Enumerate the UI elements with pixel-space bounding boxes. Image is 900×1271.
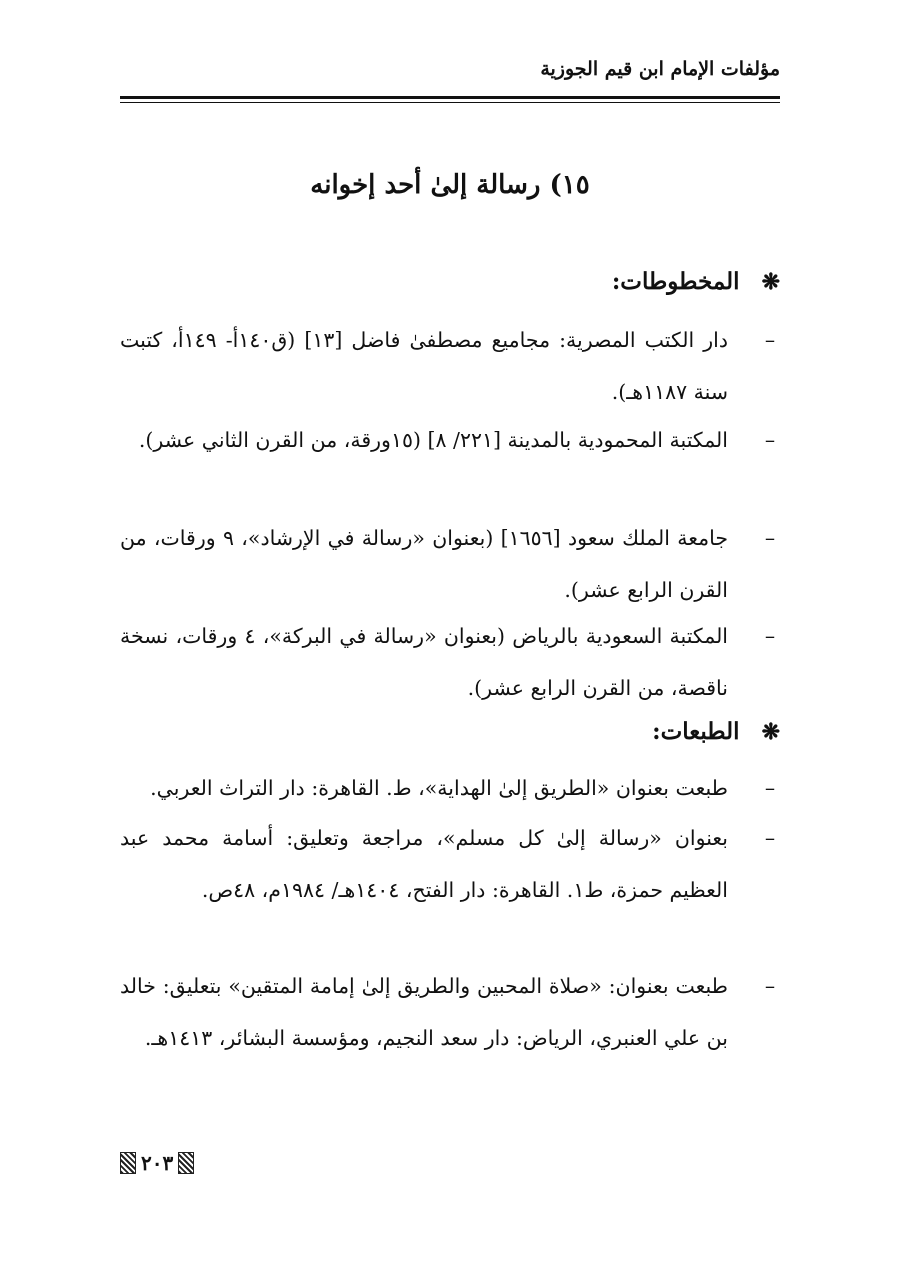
page-number: ٢٠٣ bbox=[141, 1151, 174, 1175]
list-item-text: جامعة الملك سعود [١٦٥٦] (بعنوان «رسالة في الإرشاد»، ٩ ورقات، من القرن الرابع عشر). bbox=[120, 526, 729, 602]
header-rule-thin bbox=[120, 102, 780, 103]
section-heading-label: المخطوطات: bbox=[611, 268, 740, 295]
list-item bbox=[120, 762, 780, 814]
dash-marker: – bbox=[764, 526, 776, 550]
dash-marker: – bbox=[764, 776, 776, 800]
dash-marker: – bbox=[764, 826, 776, 850]
list-item bbox=[120, 314, 780, 418]
list-item-text: طبعت بعنوان: «صلاة المحبين والطريق إلىٰ إمامة المتقين» بتعليق: خالد بن علي العنبري، الرياض: دار سعد النجيم، ومؤسسة البشائر، ١٤١٣هـ. bbox=[120, 974, 728, 1050]
list-item bbox=[120, 812, 780, 916]
star-bullet-icon: ❋ bbox=[761, 719, 780, 745]
chapter-title: ١٥) رسالة إلىٰ أحد إخوانه bbox=[310, 170, 590, 200]
list-item bbox=[120, 512, 780, 616]
list-item-text: المكتبة المحمودية بالمدينة [٢٢١/ ٨] (١٥ورقة، من القرن الثاني عشر). bbox=[138, 428, 728, 452]
list-item-text: طبعت بعنوان «الطريق إلىٰ الهداية»، ط. القاهرة: دار التراث العربي. bbox=[150, 776, 728, 800]
section-heading-label: الطبعات: bbox=[652, 718, 740, 745]
list-item bbox=[120, 960, 780, 1064]
list-item-text: دار الكتب المصرية: مجاميع مصطفىٰ فاضل [١٣] (ق١٤٠أ- ١٤٩أ، كتبت سنة ١١٨٧هـ). bbox=[120, 328, 728, 404]
dash-marker: – bbox=[764, 428, 776, 452]
ornament-icon bbox=[178, 1152, 194, 1174]
page-footer bbox=[120, 1150, 194, 1176]
dash-marker: – bbox=[764, 974, 776, 998]
dash-marker: – bbox=[764, 328, 776, 352]
header-rule-thick bbox=[120, 96, 780, 99]
ornament-icon bbox=[120, 1152, 136, 1174]
section-heading-editions bbox=[652, 718, 780, 745]
list-item bbox=[120, 610, 780, 714]
dash-marker: – bbox=[764, 624, 776, 648]
list-item bbox=[120, 414, 780, 466]
list-item-text: المكتبة السعودية بالرياض (بعنوان «رسالة في البركة»، ٤ ورقات، نسخة ناقصة، من القرن الرابع عشر). bbox=[120, 624, 729, 700]
list-item-text: بعنوان «رسالة إلىٰ كل مسلم»، مراجعة وتعليق: أسامة محمد عبد العظيم حمزة، ط١. القاهرة: دار الفتح، ١٤٠٤هـ/ ١٩٨٤م، ٤٨ص. bbox=[120, 826, 728, 902]
star-bullet-icon: ❋ bbox=[761, 269, 780, 295]
section-heading-manuscripts bbox=[612, 268, 780, 295]
running-header: مؤلفات الإمام ابن قيم الجوزية bbox=[540, 58, 780, 80]
